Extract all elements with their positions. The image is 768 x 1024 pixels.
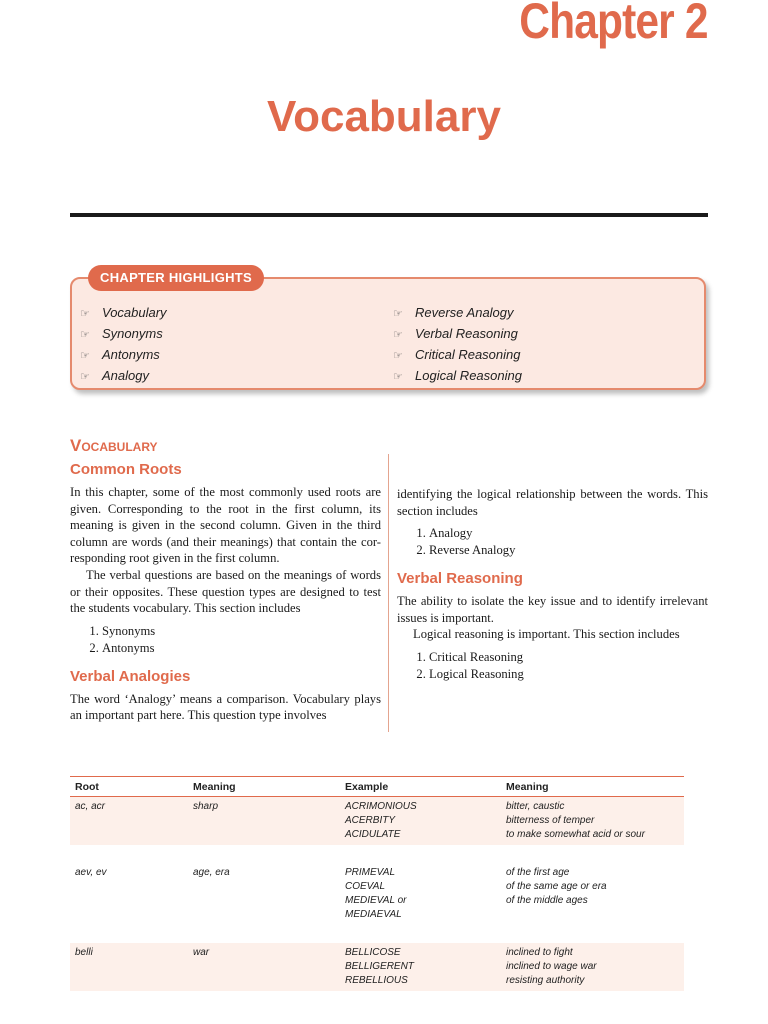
highlight-item [393, 345, 522, 366]
verbal-analogies-paragraph-continued: identifying the logical relationship between the words. This section includes [397, 487, 708, 518]
column-header: Root [70, 777, 188, 797]
example-meaning: of the middle ages [506, 895, 588, 906]
highlights-list-left [80, 303, 167, 387]
highlight-item [80, 366, 167, 387]
pointing-hand-icon: ☞ [393, 371, 403, 383]
list-item: 2. Antonyms [102, 640, 381, 657]
example-meaning-cell [501, 797, 684, 846]
meaning-cell: sharp [188, 797, 340, 846]
highlight-label: Antonyms [102, 347, 160, 362]
example-meaning: inclined to wage war [506, 961, 597, 972]
verbal-reasoning-paragraph-1: The ability to isolate the key issue and to identify irrelevant issues is important. [397, 594, 708, 625]
example-meaning: bitterness of temper [506, 815, 595, 826]
highlight-item [393, 303, 522, 324]
example-word: PRIMEVAL [345, 867, 396, 878]
highlight-item [80, 324, 167, 345]
column-divider [388, 454, 389, 732]
meaning-cell: war [188, 943, 340, 991]
chapter-highlights-tab: CHAPTER HIGHLIGHTS [88, 265, 264, 291]
highlight-label: Verbal Reasoning [415, 326, 518, 341]
example-meaning: to make somewhat acid or sour [506, 829, 645, 840]
example-meaning: of the same age or era [506, 881, 607, 892]
highlight-item [393, 324, 522, 345]
example-meaning-cell [501, 863, 684, 925]
root-cell: belli [70, 943, 188, 991]
highlight-item [80, 345, 167, 366]
right-column [397, 486, 708, 691]
root-cell: ac, acr [70, 797, 188, 846]
roots-table [70, 776, 684, 991]
common-roots-paragraph-2: The verbal questions are based on the meanings of words or their opposites. These question types are designed to test the students vocabulary. This section includes [70, 567, 381, 616]
column-header: Meaning [188, 777, 340, 797]
left-column [70, 434, 381, 724]
verbal-reasoning-list [397, 649, 708, 683]
pointing-hand-icon: ☞ [80, 350, 90, 362]
example-word: MEDIEVAL or [345, 895, 407, 906]
list-item: 1. Analogy [429, 525, 708, 542]
example-cell [340, 863, 501, 925]
pointing-hand-icon: ☞ [80, 329, 90, 341]
pointing-hand-icon: ☞ [393, 350, 403, 362]
example-meaning: bitter, caustic [506, 801, 565, 812]
example-word: REBELLIOUS [345, 975, 408, 986]
example-meaning: of the first age [506, 867, 570, 878]
highlight-label: Vocabulary [102, 305, 167, 320]
example-cell [340, 797, 501, 846]
example-word: ACERBITY [345, 815, 396, 826]
example-meaning-cell [501, 943, 684, 991]
pointing-hand-icon: ☞ [80, 308, 90, 320]
highlight-label: Logical Reasoning [415, 368, 522, 383]
verbal-reasoning-heading: Verbal Reasoning [397, 570, 523, 588]
verbal-analogies-list [397, 525, 708, 559]
highlight-label: Reverse Analogy [415, 305, 514, 320]
highlight-label: Analogy [102, 368, 149, 383]
page-title: Vocabulary [267, 92, 501, 141]
highlight-item [80, 303, 167, 324]
list-item: 2. Reverse Analogy [429, 542, 708, 559]
chapter-label: Chapter 2 [519, 0, 708, 49]
highlights-list-right [393, 303, 522, 387]
pointing-hand-icon: ☞ [80, 371, 90, 383]
list-item: 1. Critical Reasoning [429, 649, 708, 666]
root-cell: aev, ev [75, 867, 107, 878]
list-item: 2. Logical Reasoning [429, 666, 708, 683]
table-row [70, 797, 684, 846]
highlight-label: Synonyms [102, 326, 163, 341]
verbal-analogies-paragraph: The word ‘Analogy’ means a comparison. Vocabulary plays an important part here. This question type involves [70, 691, 381, 723]
table-spacer [70, 845, 684, 863]
example-word: ACIDULATE [345, 829, 401, 840]
example-word: ACRIMONIOUS [345, 801, 417, 812]
example-word: BELLICOSE [345, 947, 401, 958]
meaning-cell: age, era [193, 867, 230, 878]
verbal-reasoning-paragraph-2: Logical reasoning is important. This section includes [413, 627, 680, 642]
table-row [70, 863, 684, 925]
column-header: Example [340, 777, 501, 797]
example-word: MEDIAEVAL [345, 909, 402, 920]
table-header-row [70, 777, 684, 797]
example-meaning: resisting authority [506, 975, 585, 986]
column-header: Meaning [501, 777, 684, 797]
common-roots-heading: Common Roots [70, 461, 182, 478]
example-word: BELLIGERENT [345, 961, 414, 972]
table-spacer [70, 925, 684, 943]
title-divider [70, 213, 708, 217]
example-word: COEVAL [345, 881, 386, 892]
highlight-label: Critical Reasoning [415, 347, 521, 362]
common-roots-paragraph-1: In this chapter, some of the most commonly used roots are given. Corresponding to the root in the first column, its meaning is given in the second column. Given in the third column are words (and their meanings) that contain the cor-responding root given in the first column. [70, 485, 381, 566]
common-roots-list [70, 623, 381, 657]
table-row [70, 943, 684, 991]
list-item: 1. Synonyms [102, 623, 381, 640]
pointing-hand-icon: ☞ [393, 329, 403, 341]
example-meaning: inclined to fight [506, 947, 573, 958]
section-heading: Vocabulary [70, 436, 158, 455]
pointing-hand-icon: ☞ [393, 308, 403, 320]
highlight-item [393, 366, 522, 387]
example-cell [340, 943, 501, 991]
verbal-analogies-heading: Verbal Analogies [70, 667, 191, 685]
